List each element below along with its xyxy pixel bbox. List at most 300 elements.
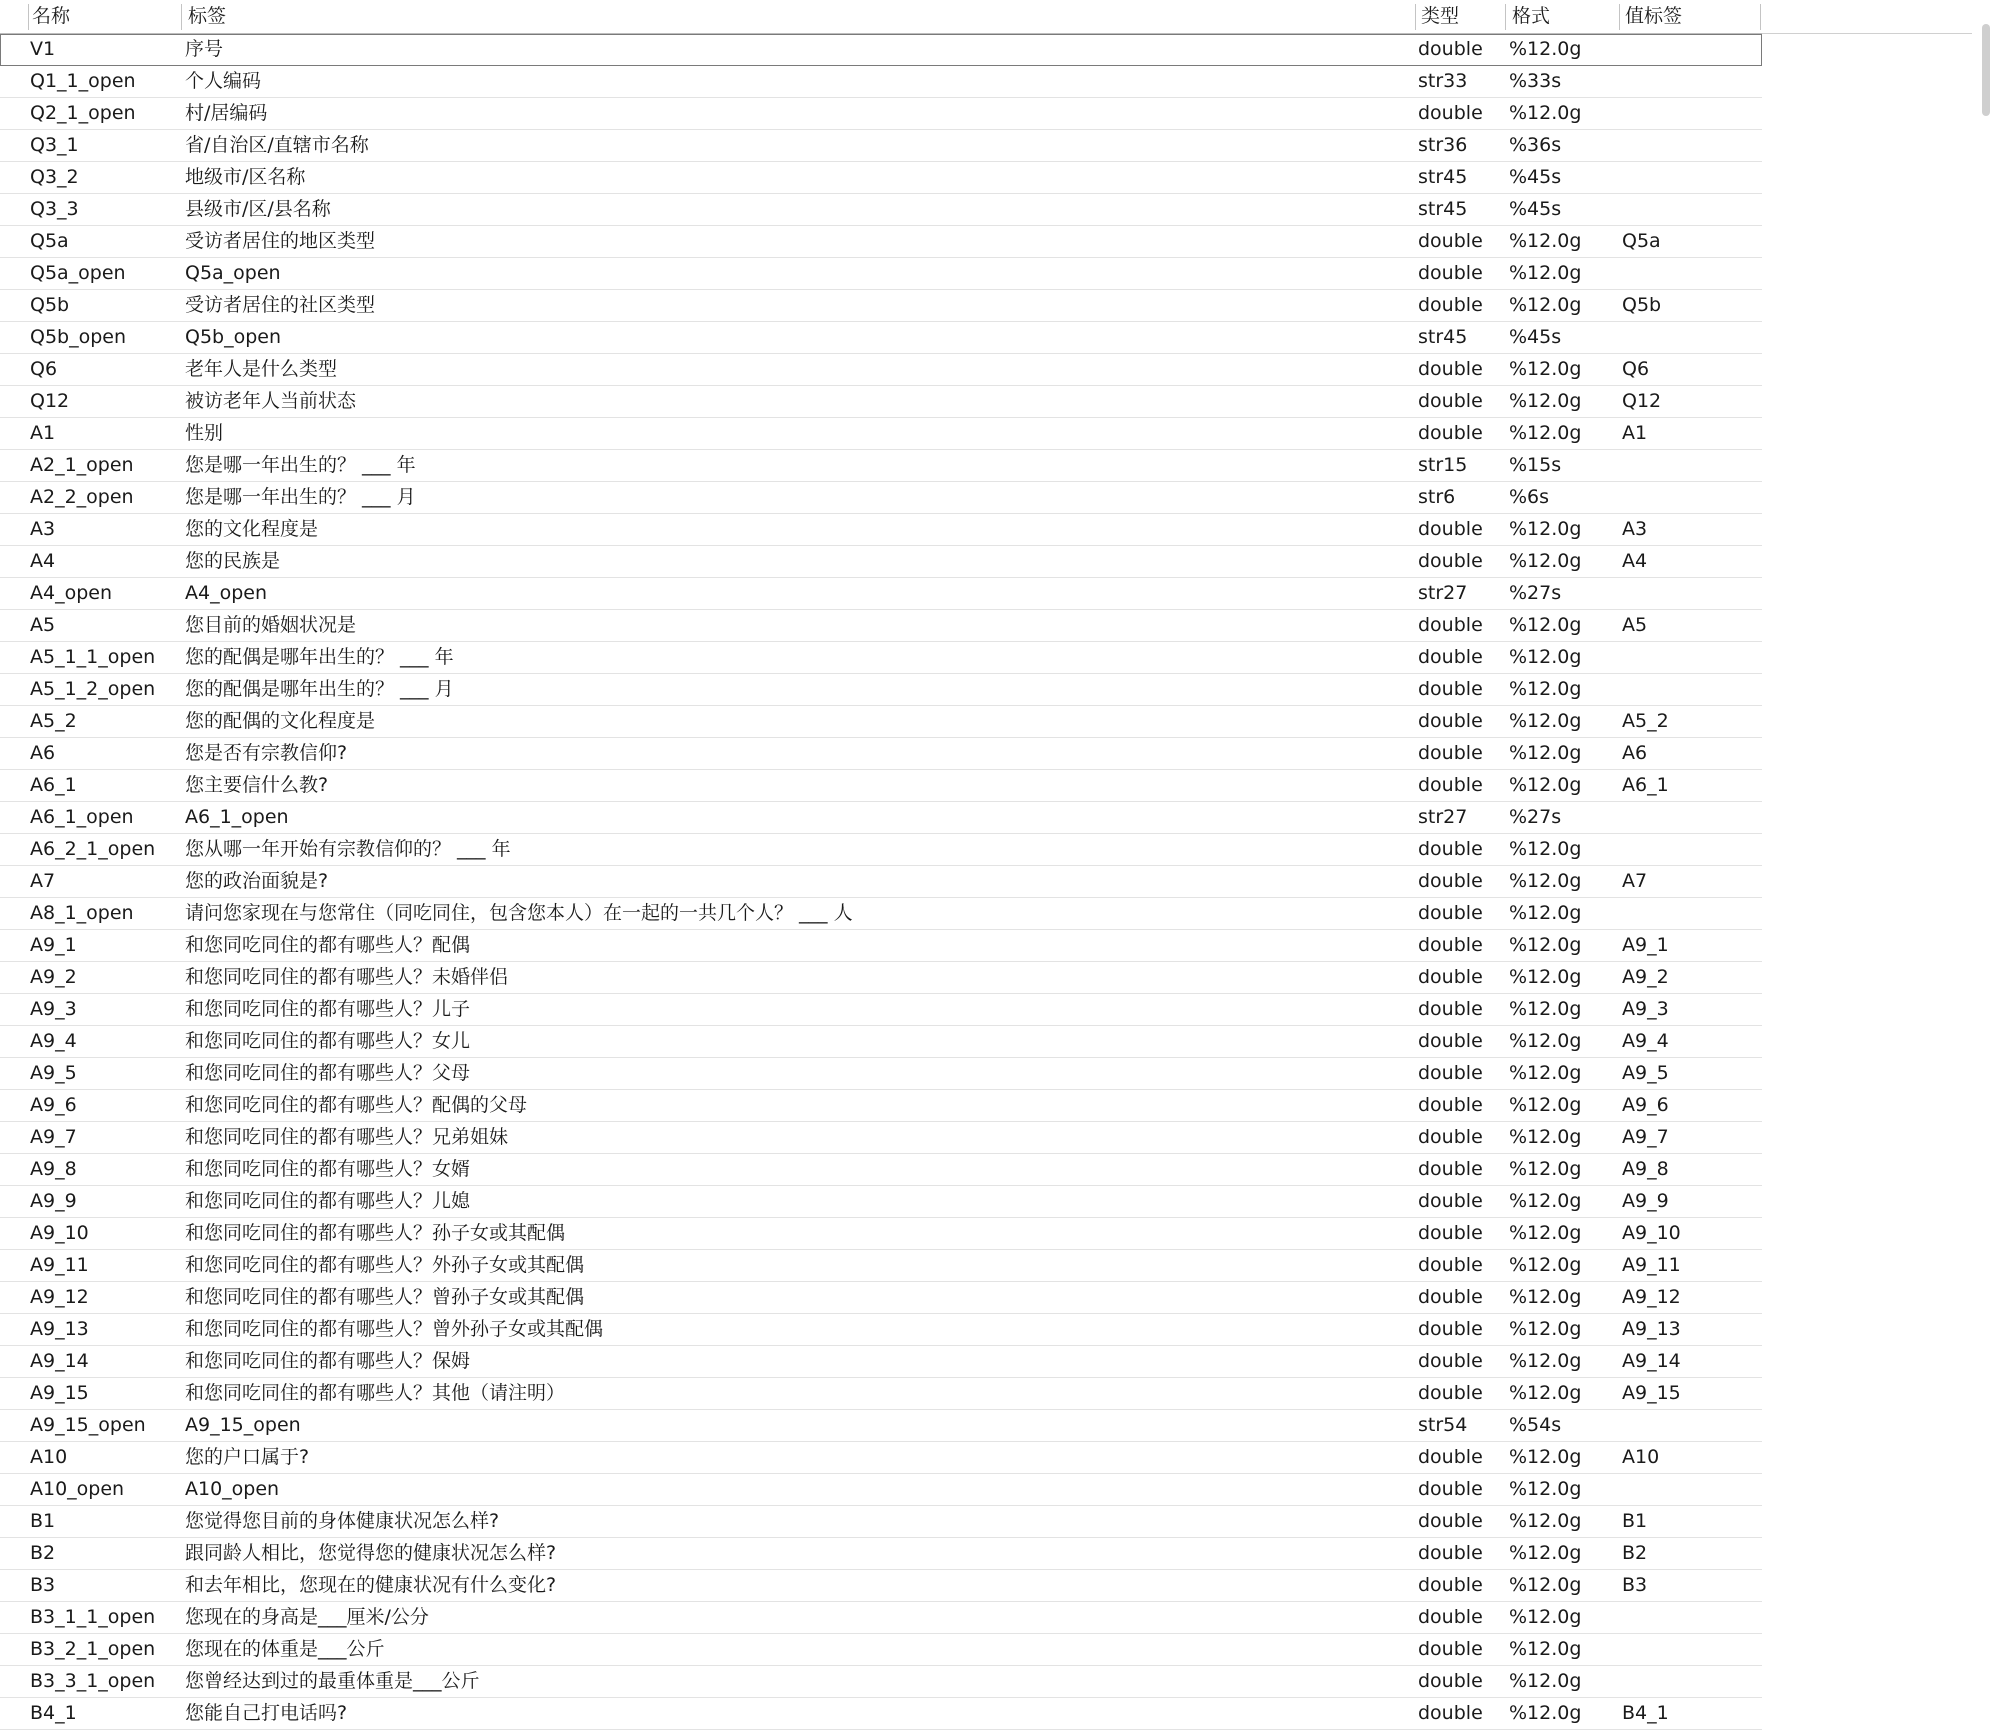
- column-divider[interactable]: [181, 4, 182, 30]
- table-row[interactable]: [0, 162, 1762, 194]
- variable-name: A9_6: [30, 1094, 77, 1116]
- variable-type: double: [1418, 1254, 1483, 1276]
- variable-name: Q5b_open: [30, 326, 127, 348]
- table-row[interactable]: [0, 1122, 1762, 1154]
- variable-name: A9_10: [30, 1222, 89, 1244]
- table-row[interactable]: [0, 1058, 1762, 1090]
- variable-value-label: A5_2: [1622, 710, 1669, 732]
- variable-format: %12.0g: [1509, 1126, 1582, 1148]
- table-row[interactable]: [0, 1442, 1762, 1474]
- variable-type: double: [1418, 1126, 1483, 1148]
- variable-format: %12.0g: [1509, 1158, 1582, 1180]
- variable-value-label: Q5a: [1622, 230, 1661, 252]
- variable-type: double: [1418, 1030, 1483, 1052]
- variable-label: Q5a_open: [185, 262, 281, 284]
- variable-label: 您是哪一年出生的？ ___ 年: [185, 454, 416, 476]
- variable-name: A5: [30, 614, 56, 636]
- variable-format: %12.0g: [1509, 1510, 1582, 1532]
- variable-label: 和您同吃同住的都有哪些人？女婿: [185, 1158, 471, 1180]
- table-row[interactable]: [0, 866, 1762, 898]
- table-row[interactable]: [0, 1218, 1762, 1250]
- variable-type: double: [1418, 230, 1483, 252]
- variable-label: 和您同吃同住的都有哪些人？父母: [185, 1062, 471, 1084]
- variable-format: %12.0g: [1509, 646, 1582, 668]
- variable-format: %12.0g: [1509, 870, 1582, 892]
- variable-value-label: A9_1: [1622, 934, 1669, 956]
- variable-type: str6: [1418, 486, 1456, 508]
- variable-value-label: A9_2: [1622, 966, 1669, 988]
- variable-format: %6s: [1509, 486, 1550, 508]
- variable-value-label: A9_8: [1622, 1158, 1669, 1180]
- table-row[interactable]: [0, 738, 1762, 770]
- variable-value-label: A1: [1622, 422, 1648, 444]
- variable-value-label: A9_4: [1622, 1030, 1669, 1052]
- variable-type: double: [1418, 902, 1483, 924]
- variable-format: %12.0g: [1509, 710, 1582, 732]
- variable-label: 和您同吃同住的都有哪些人？儿子: [185, 998, 471, 1020]
- variable-format: %12.0g: [1509, 550, 1582, 572]
- table-row[interactable]: [0, 674, 1762, 706]
- variable-name: Q3_1: [30, 134, 79, 156]
- variable-value-label: A3: [1622, 518, 1648, 540]
- variable-value-label: Q5b: [1622, 294, 1662, 316]
- variable-name: A1: [30, 422, 56, 444]
- variable-format: %12.0g: [1509, 230, 1582, 252]
- column-divider[interactable]: [1760, 4, 1761, 30]
- variable-format: %12.0g: [1509, 1446, 1582, 1468]
- variable-name: B3_1_1_open: [30, 1606, 156, 1628]
- variable-label: 和您同吃同住的都有哪些人？儿媳: [185, 1190, 471, 1212]
- table-row[interactable]: [0, 1154, 1762, 1186]
- variable-type: double: [1418, 1702, 1483, 1724]
- variable-format: %12.0g: [1509, 678, 1582, 700]
- table-row[interactable]: [0, 322, 1762, 354]
- variable-name: A5_1_1_open: [30, 646, 156, 668]
- variable-name: A9_8: [30, 1158, 77, 1180]
- table-row[interactable]: [0, 514, 1762, 546]
- variable-value-label: A9_14: [1622, 1350, 1681, 1372]
- variable-label: 和您同吃同住的都有哪些人？外孙子女或其配偶: [185, 1254, 585, 1276]
- column-divider[interactable]: [1505, 4, 1506, 30]
- variable-name: A9_5: [30, 1062, 77, 1084]
- table-row[interactable]: [0, 98, 1762, 130]
- variable-name: A6: [30, 742, 56, 764]
- table-row[interactable]: [0, 418, 1762, 450]
- table-row[interactable]: [0, 1090, 1762, 1122]
- variable-value-label: B3: [1622, 1574, 1648, 1596]
- variable-name: Q1_1_open: [30, 70, 136, 92]
- variable-type: double: [1418, 1670, 1483, 1692]
- variable-type: double: [1418, 1350, 1483, 1372]
- variable-format: %12.0g: [1509, 294, 1582, 316]
- variable-label: 村/居编码: [185, 102, 268, 124]
- variable-name: B3_2_1_open: [30, 1638, 156, 1660]
- table-row[interactable]: [0, 1282, 1762, 1314]
- variable-format: %12.0g: [1509, 102, 1582, 124]
- variable-name: A9_7: [30, 1126, 77, 1148]
- variable-label: 请问您家现在与您常住（同吃同住，包含您本人）在一起的一共几个人？ ___ 人: [185, 902, 853, 924]
- variable-name: A4: [30, 550, 56, 572]
- variable-name: Q3_3: [30, 198, 79, 220]
- table-row[interactable]: [0, 290, 1762, 322]
- variable-name: A9_4: [30, 1030, 77, 1052]
- scrollbar-thumb[interactable]: [1982, 24, 1990, 116]
- variable-label: 省/自治区/直辖市名称: [185, 134, 369, 156]
- variable-name: B3: [30, 1574, 56, 1596]
- variable-format: %12.0g: [1509, 1254, 1582, 1276]
- variable-label: A4_open: [185, 582, 268, 604]
- variable-name: Q5a: [30, 230, 69, 252]
- table-row[interactable]: [0, 1314, 1762, 1346]
- variable-value-label: A9_3: [1622, 998, 1669, 1020]
- table-row[interactable]: [0, 130, 1762, 162]
- variable-type: str45: [1418, 326, 1468, 348]
- variable-value-label: A6_1: [1622, 774, 1669, 796]
- variable-value-label: Q6: [1622, 358, 1650, 380]
- table-row[interactable]: [0, 34, 1762, 66]
- variable-type: double: [1418, 614, 1483, 636]
- variable-value-label: B4_1: [1622, 1702, 1669, 1724]
- variable-name: A6_1: [30, 774, 77, 796]
- variable-name: A8_1_open: [30, 902, 134, 924]
- variable-value-label: A7: [1622, 870, 1648, 892]
- variable-label: 跟同龄人相比，您觉得您的健康状况怎么样?: [185, 1542, 557, 1564]
- variable-label: 和您同吃同住的都有哪些人？配偶的父母: [185, 1094, 528, 1116]
- variable-name: A5_1_2_open: [30, 678, 156, 700]
- variable-label: 您的政治面貌是?: [185, 870, 329, 892]
- variable-value-label: A9_15: [1622, 1382, 1681, 1404]
- variable-value-label: A9_12: [1622, 1286, 1681, 1308]
- variable-label: Q5b_open: [185, 326, 282, 348]
- variable-name: A10_open: [30, 1478, 125, 1500]
- variable-type: double: [1418, 518, 1483, 540]
- variable-format: %12.0g: [1509, 1574, 1582, 1596]
- variable-value-label: A9_5: [1622, 1062, 1669, 1084]
- variable-type: str45: [1418, 166, 1468, 188]
- variable-format: %12.0g: [1509, 1702, 1582, 1724]
- table-row[interactable]: [0, 1410, 1762, 1442]
- variable-name: A4_open: [30, 582, 113, 604]
- variable-type: str33: [1418, 70, 1468, 92]
- variable-type: double: [1418, 422, 1483, 444]
- variable-format: %45s: [1509, 198, 1562, 220]
- table-row[interactable]: [0, 1346, 1762, 1378]
- column-divider[interactable]: [28, 4, 29, 30]
- variable-format: %12.0g: [1509, 1190, 1582, 1212]
- variable-type: double: [1418, 1606, 1483, 1628]
- variable-name: B1: [30, 1510, 56, 1532]
- variable-format: %33s: [1509, 70, 1562, 92]
- variable-type: double: [1418, 38, 1483, 60]
- variable-type: double: [1418, 998, 1483, 1020]
- variable-label: 和您同吃同住的都有哪些人？未婚伴侣: [185, 966, 509, 988]
- variable-format: %45s: [1509, 166, 1562, 188]
- variable-format: %12.0g: [1509, 966, 1582, 988]
- variable-name: A10: [30, 1446, 68, 1468]
- table-row[interactable]: [0, 1026, 1762, 1058]
- variable-value-label: A10: [1622, 1446, 1660, 1468]
- variable-format: %15s: [1509, 454, 1562, 476]
- variable-name: B3_3_1_open: [30, 1670, 156, 1692]
- variable-value-label: A9_11: [1622, 1254, 1681, 1276]
- table-row[interactable]: [0, 1698, 1762, 1730]
- table-row[interactable]: [0, 898, 1762, 930]
- variable-type: double: [1418, 710, 1483, 732]
- variable-name: A9_9: [30, 1190, 77, 1212]
- variable-format: %12.0g: [1509, 998, 1582, 1020]
- variable-label: 序号: [185, 38, 224, 60]
- variable-label: 和您同吃同住的都有哪些人？曾外孙子女或其配偶: [185, 1318, 604, 1340]
- variable-format: %12.0g: [1509, 1286, 1582, 1308]
- variable-label: 和您同吃同住的都有哪些人？曾孙子女或其配偶: [185, 1286, 585, 1308]
- variable-format: %27s: [1509, 582, 1562, 604]
- variable-value-label: A9_10: [1622, 1222, 1681, 1244]
- variable-label: 性别: [185, 422, 224, 444]
- variable-name: A2_2_open: [30, 486, 134, 508]
- variable-label: 您能自己打电话吗?: [185, 1702, 348, 1724]
- variable-label: 您的民族是: [185, 550, 281, 572]
- variable-name: A9_3: [30, 998, 77, 1020]
- variable-type: double: [1418, 966, 1483, 988]
- table-row[interactable]: [0, 802, 1762, 834]
- variable-type: double: [1418, 678, 1483, 700]
- variable-format: %12.0g: [1509, 742, 1582, 764]
- table-row[interactable]: [0, 610, 1762, 642]
- variable-label: 个人编码: [185, 70, 262, 92]
- variable-label: 您是哪一年出生的？ ___ 月: [185, 486, 416, 508]
- table-row[interactable]: [0, 66, 1762, 98]
- variable-format: %36s: [1509, 134, 1562, 156]
- variable-format: %12.0g: [1509, 1350, 1582, 1372]
- variable-format: %12.0g: [1509, 518, 1582, 540]
- variable-format: %12.0g: [1509, 1670, 1582, 1692]
- column-header-type[interactable]: 类型: [1421, 5, 1460, 27]
- variable-type: double: [1418, 1574, 1483, 1596]
- variable-format: %12.0g: [1509, 1606, 1582, 1628]
- table-row[interactable]: [0, 930, 1762, 962]
- variable-format: %12.0g: [1509, 838, 1582, 860]
- table-row[interactable]: [0, 258, 1762, 290]
- table-row[interactable]: [0, 1378, 1762, 1410]
- variable-type: str45: [1418, 198, 1468, 220]
- variable-type: double: [1418, 1222, 1483, 1244]
- variable-label: 您主要信什么教?: [185, 774, 329, 796]
- column-header-value-label[interactable]: 值标签: [1625, 5, 1683, 27]
- variable-type: double: [1418, 1446, 1483, 1468]
- variable-label: 受访者居住的社区类型: [185, 294, 376, 316]
- table-row[interactable]: [0, 1634, 1762, 1666]
- variable-name: B2: [30, 1542, 56, 1564]
- variable-type: double: [1418, 1062, 1483, 1084]
- header-divider: [1762, 33, 1972, 34]
- variable-name: A6_1_open: [30, 806, 134, 828]
- table-row[interactable]: [0, 226, 1762, 258]
- table-row[interactable]: [0, 642, 1762, 674]
- variable-value-label: B2: [1622, 1542, 1648, 1564]
- variable-label: 和您同吃同住的都有哪些人？保姆: [185, 1350, 471, 1372]
- vertical-scrollbar[interactable]: [1978, 0, 1998, 1733]
- table-row[interactable]: [0, 1186, 1762, 1218]
- variable-label: 您的文化程度是: [185, 518, 319, 540]
- variable-type: double: [1418, 1510, 1483, 1532]
- variable-type: str27: [1418, 806, 1468, 828]
- variable-name: Q5b: [30, 294, 70, 316]
- variable-label: 县级市/区/县名称: [185, 198, 331, 220]
- variable-type: double: [1418, 1638, 1483, 1660]
- variable-label: 您的配偶是哪年出生的？ ___ 月: [185, 678, 454, 700]
- table-row[interactable]: [0, 770, 1762, 802]
- variable-label: 您的配偶的文化程度是: [185, 710, 376, 732]
- variable-label: 和去年相比，您现在的健康状况有什么变化?: [185, 1574, 557, 1596]
- variable-name: A9_14: [30, 1350, 89, 1372]
- table-row[interactable]: [0, 546, 1762, 578]
- variable-value-label: A4: [1622, 550, 1648, 572]
- variable-name: Q5a_open: [30, 262, 126, 284]
- table-row[interactable]: [0, 834, 1762, 866]
- variable-format: %12.0g: [1509, 358, 1582, 380]
- table-row[interactable]: [0, 1602, 1762, 1634]
- table-row[interactable]: [0, 1506, 1762, 1538]
- variable-type: double: [1418, 742, 1483, 764]
- variable-label: 被访老年人当前状态: [185, 390, 357, 412]
- variable-type: double: [1418, 1286, 1483, 1308]
- table-row[interactable]: [0, 354, 1762, 386]
- table-row[interactable]: [0, 194, 1762, 226]
- variable-value-label: A9_7: [1622, 1126, 1669, 1148]
- variable-label: 和您同吃同住的都有哪些人？其他（请注明）: [185, 1382, 566, 1404]
- variable-name: A5_2: [30, 710, 77, 732]
- variable-name: A9_15_open: [30, 1414, 146, 1436]
- variable-label: 受访者居住的地区类型: [185, 230, 376, 252]
- table-row[interactable]: [0, 482, 1762, 514]
- variable-format: %12.0g: [1509, 1094, 1582, 1116]
- variable-format: %12.0g: [1509, 1062, 1582, 1084]
- variable-format: %12.0g: [1509, 934, 1582, 956]
- variable-label: A10_open: [185, 1478, 280, 1500]
- variable-type: double: [1418, 1094, 1483, 1116]
- table-row[interactable]: [0, 1250, 1762, 1282]
- variable-format: %12.0g: [1509, 902, 1582, 924]
- variable-label: 您目前的婚姻状况是: [185, 614, 357, 636]
- variable-label: 和您同吃同住的都有哪些人？兄弟姐妹: [185, 1126, 509, 1148]
- variable-label: 和您同吃同住的都有哪些人？孙子女或其配偶: [185, 1222, 566, 1244]
- variable-format: %45s: [1509, 326, 1562, 348]
- variable-label: 您的配偶是哪年出生的？ ___ 年: [185, 646, 454, 668]
- variable-format: %12.0g: [1509, 1638, 1582, 1660]
- variable-type: double: [1418, 774, 1483, 796]
- variable-value-label: A9_13: [1622, 1318, 1681, 1340]
- variable-format: %12.0g: [1509, 38, 1582, 60]
- variable-format: %12.0g: [1509, 422, 1582, 444]
- variable-label: 地级市/区名称: [185, 166, 306, 188]
- variable-name: V1: [30, 38, 56, 60]
- table-row[interactable]: [0, 386, 1762, 418]
- variable-format: %12.0g: [1509, 1542, 1582, 1564]
- variable-label: 您是否有宗教信仰?: [185, 742, 348, 764]
- variable-type: double: [1418, 294, 1483, 316]
- variable-type: double: [1418, 262, 1483, 284]
- table-row[interactable]: [0, 578, 1762, 610]
- variable-label: 您曾经达到过的最重体重是___公斤: [185, 1670, 480, 1692]
- variable-name: Q12: [30, 390, 70, 412]
- column-divider[interactable]: [1415, 4, 1416, 30]
- variable-format: %54s: [1509, 1414, 1562, 1436]
- variable-label: 您现在的体重是___公斤: [185, 1638, 385, 1660]
- variable-name: A6_2_1_open: [30, 838, 156, 860]
- variable-type: double: [1418, 1478, 1483, 1500]
- variable-type: double: [1418, 1190, 1483, 1212]
- variable-type: double: [1418, 358, 1483, 380]
- variable-format: %12.0g: [1509, 1478, 1582, 1500]
- variable-type: double: [1418, 1318, 1483, 1340]
- variable-name: A2_1_open: [30, 454, 134, 476]
- table-header: [0, 0, 1762, 34]
- variable-type: double: [1418, 1158, 1483, 1180]
- variable-value-label: A5: [1622, 614, 1648, 636]
- variable-label: 您的户口属于?: [185, 1446, 310, 1468]
- column-header-name[interactable]: 名称: [32, 5, 71, 27]
- table-row[interactable]: [0, 450, 1762, 482]
- variable-label: 和您同吃同住的都有哪些人？女儿: [185, 1030, 471, 1052]
- variable-format: %12.0g: [1509, 614, 1582, 636]
- variable-type: double: [1418, 550, 1483, 572]
- table-row[interactable]: [0, 962, 1762, 994]
- table-row[interactable]: [0, 1474, 1762, 1506]
- table-row[interactable]: [0, 994, 1762, 1026]
- variable-name: A3: [30, 518, 56, 540]
- variable-label: 您从哪一年开始有宗教信仰的？ ___ 年: [185, 838, 511, 860]
- variable-label: A9_15_open: [185, 1414, 301, 1436]
- variable-type: double: [1418, 934, 1483, 956]
- variable-type: str54: [1418, 1414, 1468, 1436]
- table-body: [0, 34, 1762, 1730]
- table-row[interactable]: [0, 1666, 1762, 1698]
- table-row[interactable]: [0, 706, 1762, 738]
- variable-label: 您现在的身高是___厘米/公分: [185, 1606, 429, 1628]
- column-header-label[interactable]: 标签: [188, 5, 227, 27]
- table-row[interactable]: [0, 1570, 1762, 1602]
- column-header-format[interactable]: 格式: [1512, 5, 1551, 27]
- variable-type: str27: [1418, 582, 1468, 604]
- variable-type: double: [1418, 1382, 1483, 1404]
- variable-name: A7: [30, 870, 56, 892]
- variable-name: Q6: [30, 358, 58, 380]
- variable-name: A9_11: [30, 1254, 89, 1276]
- variable-name: A9_2: [30, 966, 77, 988]
- variable-type: str36: [1418, 134, 1468, 156]
- variable-type: double: [1418, 390, 1483, 412]
- variable-type: double: [1418, 646, 1483, 668]
- variable-type: str15: [1418, 454, 1468, 476]
- variable-type: double: [1418, 102, 1483, 124]
- variable-value-label: A9_6: [1622, 1094, 1669, 1116]
- variable-value-label: B1: [1622, 1510, 1648, 1532]
- column-divider[interactable]: [1619, 4, 1620, 30]
- variable-name: B4_1: [30, 1702, 77, 1724]
- variable-format: %27s: [1509, 806, 1562, 828]
- table-row[interactable]: [0, 1538, 1762, 1570]
- variable-name: Q2_1_open: [30, 102, 136, 124]
- variable-label: 您觉得您目前的身体健康状况怎么样?: [185, 1510, 500, 1532]
- variable-type: double: [1418, 1542, 1483, 1564]
- variable-label: 老年人是什么类型: [185, 358, 338, 380]
- variable-name: A9_13: [30, 1318, 89, 1340]
- variable-format: %12.0g: [1509, 1030, 1582, 1052]
- variable-value-label: A9_9: [1622, 1190, 1669, 1212]
- variable-value-label: A6: [1622, 742, 1648, 764]
- variable-name: A9_12: [30, 1286, 89, 1308]
- variable-format: %12.0g: [1509, 262, 1582, 284]
